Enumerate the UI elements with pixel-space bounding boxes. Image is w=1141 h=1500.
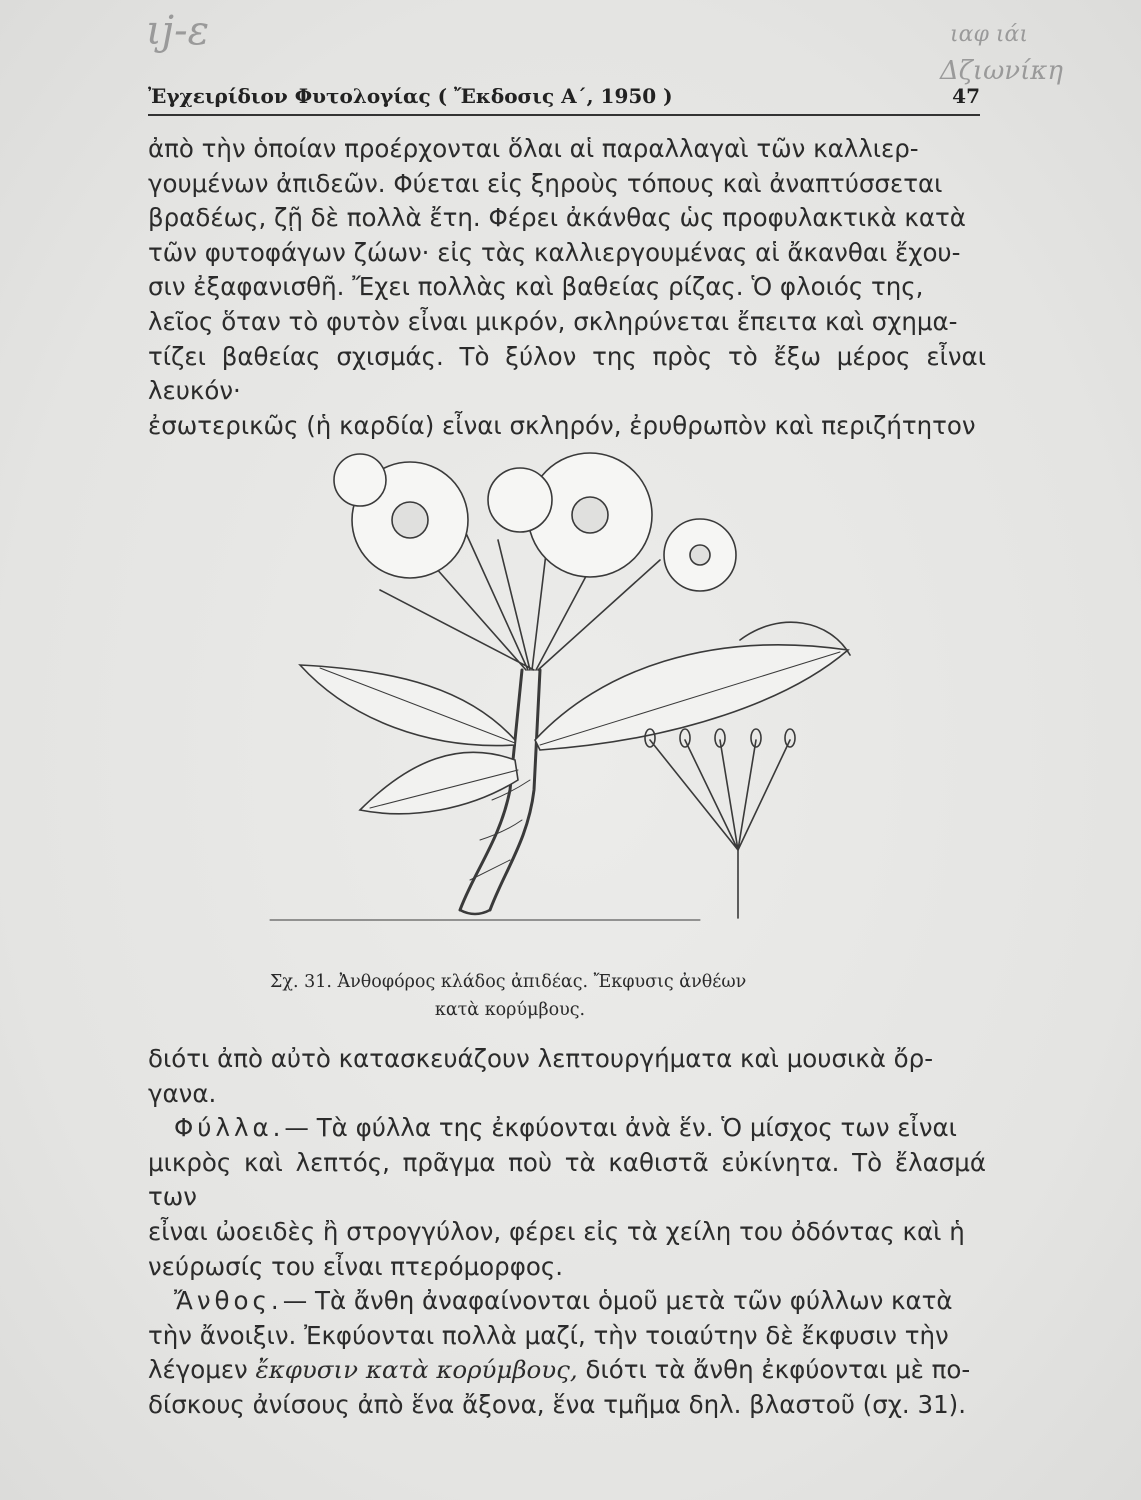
paragraph-top [148,132,986,443]
text-line: νεύρωσίς του εἶναι πτερόμορφος. [148,1251,564,1281]
caption-line-1: Σχ. 31. Ἀνθοφόρος κλάδος ἀπιδέας. Ἔκφυσις ἀνθέων [270,972,747,992]
figure-caption [270,968,910,1024]
text-line: τίζει βαθείας σχισμάς. Τὸ ξύλον της πρὸς τὸ ἔξω μέρος εἶναι λευκόν· [148,341,986,406]
book-title: Ἐγχειρίδιον Φυτολογίας ( Ἔκδοσις Α΄, 1950 ) [148,84,673,108]
text-line: γανα. [148,1078,217,1108]
handwritten-note-top-right-2: Δζιωνίκη [940,56,1063,86]
section-heading-leaves: Φύλλα. [174,1113,285,1143]
caption-line-2: κατὰ κορύμβους. [434,1000,586,1020]
text-line: εἶναι ὠοειδὲς ἢ στρογγύλον, φέρει εἰς τὰ χείλη του ὀδόντας καὶ ἡ [148,1216,965,1246]
flower-section-line: Ἄνθος.— Τὰ ἄνθη ἀναφαίνονται ὁμοῦ μετὰ τῶν φύλλων κατὰ [174,1286,953,1316]
text-line: λεῖος ὅταν τὸ φυτὸν εἶναι μικρόν, σκληρύνεται ἔπειτα καὶ σχημα- [148,306,958,336]
running-header [148,84,980,116]
text-line: διότι ἀπὸ αὐτὸ κατασκευάζουν λεπτουργήματα καὶ μουσικὰ ὄρ- [148,1044,934,1073]
leaves-section-line: Φύλλα.— Τὰ φύλλα της ἐκφύονται ἀνὰ ἕν. Ὁ μίσχος των εἶναι [174,1113,957,1143]
text-line: τῶν φυτοφάγων ζώων· εἰς τὰς καλλιεργουμένας αἱ ἄκανθαι ἔχου- [148,237,961,267]
text-line: τὴν ἄνοιξιν. Ἐκφύονται πολλὰ μαζί, τὴν τοιαύτην δὲ ἔκφυσιν τὴν [148,1320,949,1350]
text-line: σιν ἐξαφανισθῆ. Ἔχει πολλὰς καὶ βαθείας ρίζας. Ὁ φλοιός της, [148,272,924,302]
handwritten-note-top-left: ιϳ-ε [146,8,210,54]
paragraph-bottom [148,1042,986,1423]
handwritten-note-top-right-1: ιαφ ιάι [950,22,1028,47]
text-line: μικρὸς καὶ λεπτός, πρᾶγμα ποὺ τὰ καθιστᾶ εὐκίνητα. Τὸ ἔλασμά των [148,1147,986,1212]
text-line: ἐσωτερικῶς (ἡ καρδία) εἶναι σκληρόν, ἐρυθρωπὸν καὶ περιζήτητον [148,410,976,440]
text-line: ἀπὸ τὴν ὁποίαν προέρχονται ὅλαι αἱ παραλλαγαὶ τῶν καλλιερ- [148,134,919,163]
pear-blossom-illustration [260,440,900,940]
page-number: 47 [952,84,980,108]
text-line: βραδέως, ζῇ δὲ πολλὰ ἔτη. Φέρει ἀκάνθας ὡς προφυλακτικὰ κατὰ [148,203,966,233]
italic-term: ἔκφυσιν κατὰ κορύμβους, [255,1355,578,1385]
text-line: λέγομεν ἔκφυσιν κατὰ κορύμβους, διότι τὰ ἄνθη ἐκφύονται μὲ πο- [148,1355,971,1385]
text-line: γουμένων ἀπιδεῶν. Φύεται εἰς ξηροὺς τόπους καὶ ἀναπτύσσεται [148,168,943,198]
text-line: δίσκους ἀνίσους ἀπὸ ἕνα ἄξονα, ἕνα τμῆμα δηλ. βλαστοῦ (σχ. 31). [148,1389,967,1419]
section-heading-flower: Ἄνθος. [174,1286,283,1316]
